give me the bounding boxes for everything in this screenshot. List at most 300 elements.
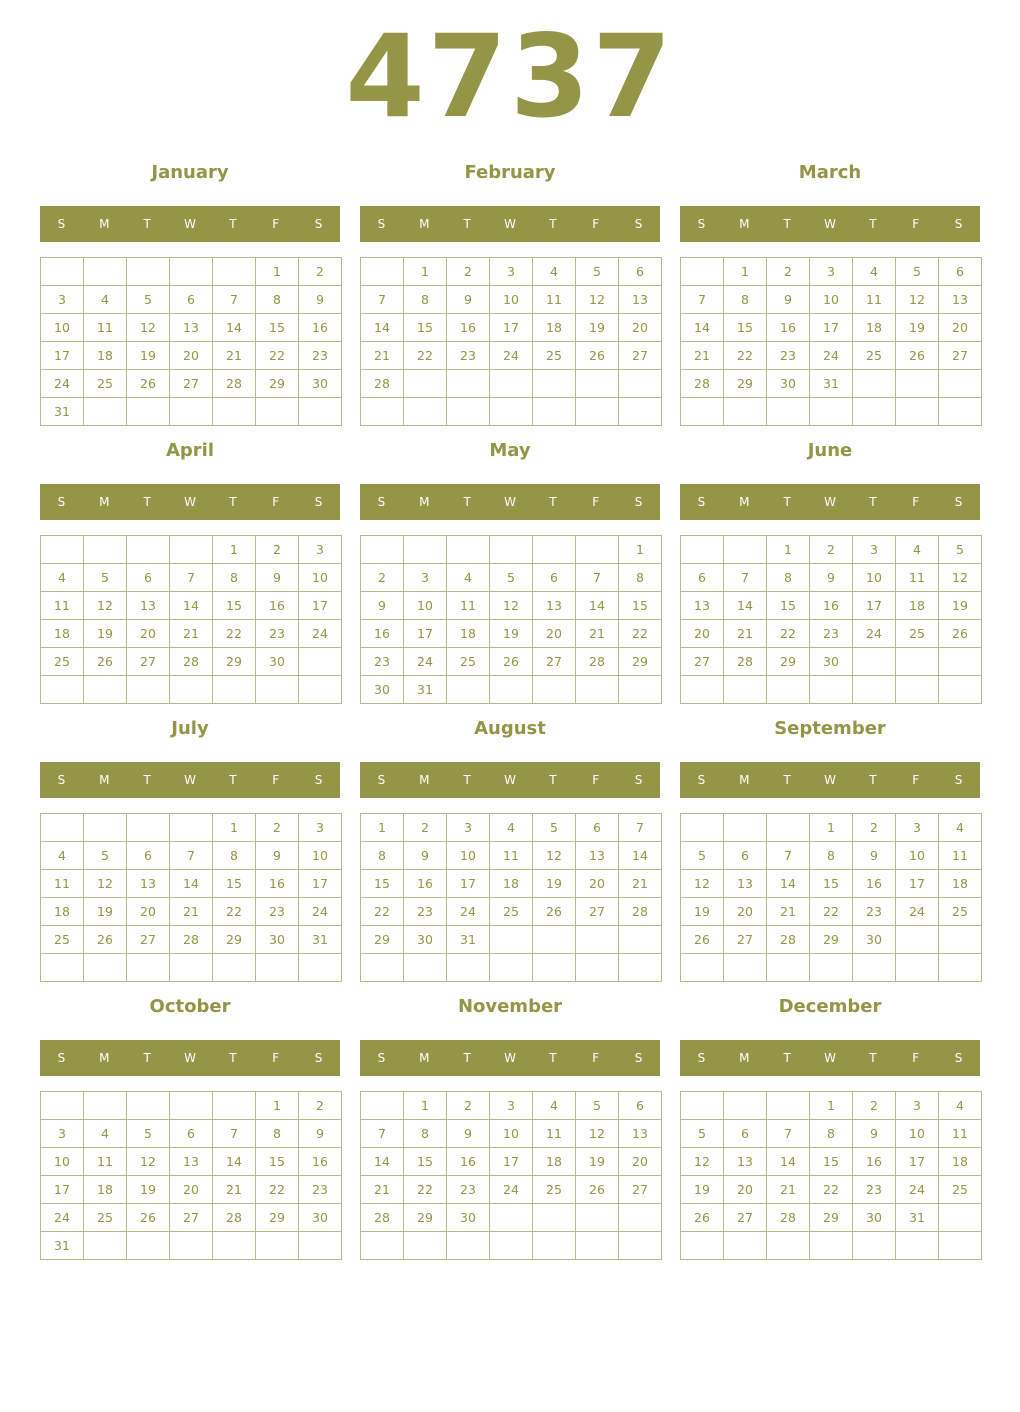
day-cell: 5	[896, 258, 939, 286]
day-cell	[170, 1092, 213, 1120]
day-cell: 2	[447, 258, 490, 286]
weekday-header	[360, 762, 660, 798]
day-cell	[853, 648, 896, 676]
day-cell: 30	[256, 926, 299, 954]
day-grid	[680, 1091, 982, 1260]
day-cell: 28	[767, 1204, 810, 1232]
day-cell: 11	[447, 592, 490, 620]
day-cell: 30	[447, 1204, 490, 1232]
weekday-label: M	[419, 1051, 430, 1065]
day-cell: 17	[853, 592, 896, 620]
day-cell: 17	[896, 1148, 939, 1176]
day-cell	[404, 954, 447, 982]
day-cell: 27	[724, 926, 767, 954]
weekday-label: F	[912, 773, 920, 787]
day-cell: 6	[576, 814, 619, 842]
day-cell: 19	[576, 1148, 619, 1176]
day-cell: 16	[299, 314, 342, 342]
day-cell	[361, 536, 404, 564]
day-cell: 21	[213, 342, 256, 370]
day-cell: 29	[256, 370, 299, 398]
day-cell	[681, 1232, 724, 1260]
day-cell: 3	[404, 564, 447, 592]
day-cell: 18	[853, 314, 896, 342]
day-cell: 31	[41, 1232, 84, 1260]
day-cell: 14	[767, 1148, 810, 1176]
day-cell: 29	[810, 926, 853, 954]
day-cell: 15	[404, 1148, 447, 1176]
day-cell: 23	[810, 620, 853, 648]
day-cell: 3	[853, 536, 896, 564]
day-cell	[213, 1092, 256, 1120]
day-cell: 16	[853, 1148, 896, 1176]
day-cell: 9	[767, 286, 810, 314]
month-name: November	[457, 996, 563, 1017]
day-cell: 8	[256, 286, 299, 314]
day-cell	[576, 370, 619, 398]
day-cell	[490, 926, 533, 954]
day-cell: 21	[767, 898, 810, 926]
day-cell: 4	[84, 286, 127, 314]
day-cell: 5	[127, 1120, 170, 1148]
weekday-label: W	[184, 1051, 196, 1065]
day-cell	[724, 676, 767, 704]
day-cell: 28	[576, 648, 619, 676]
day-cell: 23	[256, 620, 299, 648]
day-grid	[680, 535, 982, 704]
day-cell: 26	[84, 648, 127, 676]
day-cell: 10	[490, 286, 533, 314]
day-cell	[767, 1232, 810, 1260]
day-cell	[490, 398, 533, 426]
weekday-label: S	[697, 773, 706, 787]
day-cell: 6	[533, 564, 576, 592]
week-row	[361, 926, 662, 954]
weekday-label: S	[634, 495, 643, 509]
weekday-label: F	[272, 773, 280, 787]
day-cell: 15	[767, 592, 810, 620]
weekday-label: T	[143, 1051, 151, 1065]
week-row	[361, 1176, 662, 1204]
day-cell: 17	[490, 1148, 533, 1176]
day-cell: 27	[619, 342, 662, 370]
day-cell: 23	[299, 342, 342, 370]
day-cell: 24	[41, 1204, 84, 1232]
day-cell: 26	[896, 342, 939, 370]
day-cell: 19	[681, 1176, 724, 1204]
day-cell	[127, 536, 170, 564]
day-cell: 29	[361, 926, 404, 954]
day-cell: 12	[84, 870, 127, 898]
day-cell: 23	[361, 648, 404, 676]
day-cell: 9	[299, 286, 342, 314]
day-cell: 22	[256, 1176, 299, 1204]
day-cell: 2	[299, 1092, 342, 1120]
day-cell: 13	[939, 286, 982, 314]
weekday-header	[680, 762, 980, 798]
weekday-label: W	[824, 495, 836, 509]
week-row	[41, 536, 342, 564]
day-cell: 6	[724, 1120, 767, 1148]
day-cell: 17	[404, 620, 447, 648]
day-cell: 18	[533, 314, 576, 342]
day-cell: 18	[939, 870, 982, 898]
week-row	[681, 1204, 982, 1232]
day-cell: 11	[533, 286, 576, 314]
weekday-label: S	[954, 1051, 963, 1065]
day-cell: 4	[533, 1092, 576, 1120]
day-cell: 3	[490, 1092, 533, 1120]
day-cell: 27	[681, 648, 724, 676]
day-cell: 7	[576, 564, 619, 592]
day-cell: 6	[127, 564, 170, 592]
day-cell: 15	[256, 314, 299, 342]
day-cell	[170, 954, 213, 982]
day-cell	[84, 1232, 127, 1260]
day-cell: 15	[404, 314, 447, 342]
weekday-label: T	[549, 495, 557, 509]
day-cell: 25	[853, 342, 896, 370]
day-cell	[576, 398, 619, 426]
day-cell: 4	[490, 814, 533, 842]
week-row	[41, 1232, 342, 1260]
day-cell	[896, 370, 939, 398]
day-cell: 4	[84, 1120, 127, 1148]
day-cell: 24	[299, 898, 342, 926]
weekday-header	[680, 206, 980, 242]
day-cell	[939, 1204, 982, 1232]
week-row	[41, 676, 342, 704]
day-cell: 10	[447, 842, 490, 870]
day-cell: 7	[767, 1120, 810, 1148]
day-cell: 1	[810, 1092, 853, 1120]
day-cell: 17	[299, 870, 342, 898]
day-cell: 10	[41, 1148, 84, 1176]
weekday-label: M	[739, 773, 750, 787]
weekday-label: T	[869, 773, 877, 787]
day-cell: 29	[213, 648, 256, 676]
day-cell	[576, 676, 619, 704]
day-cell: 16	[810, 592, 853, 620]
week-row	[681, 286, 982, 314]
weekday-label: T	[143, 217, 151, 231]
day-cell: 22	[256, 342, 299, 370]
day-cell	[681, 536, 724, 564]
day-cell: 27	[127, 926, 170, 954]
day-cell: 28	[213, 370, 256, 398]
month-name: May	[489, 440, 531, 461]
day-cell: 19	[681, 898, 724, 926]
day-cell: 3	[896, 1092, 939, 1120]
day-cell: 17	[41, 342, 84, 370]
day-cell	[447, 536, 490, 564]
day-cell: 26	[490, 648, 533, 676]
day-cell: 5	[939, 536, 982, 564]
day-cell: 23	[853, 898, 896, 926]
day-cell	[896, 648, 939, 676]
day-cell: 20	[619, 1148, 662, 1176]
day-cell	[41, 1092, 84, 1120]
day-cell: 7	[361, 286, 404, 314]
day-cell	[576, 954, 619, 982]
day-cell: 30	[767, 370, 810, 398]
day-cell: 8	[404, 286, 447, 314]
weekday-label: S	[954, 217, 963, 231]
weekday-label: W	[184, 773, 196, 787]
weekday-label: F	[912, 217, 920, 231]
day-cell: 15	[361, 870, 404, 898]
day-cell: 5	[84, 842, 127, 870]
day-cell	[810, 954, 853, 982]
day-cell	[84, 258, 127, 286]
day-cell: 28	[213, 1204, 256, 1232]
weekday-label: S	[954, 773, 963, 787]
day-cell	[767, 814, 810, 842]
day-cell: 8	[767, 564, 810, 592]
day-cell: 13	[533, 592, 576, 620]
day-cell	[170, 814, 213, 842]
day-cell: 9	[447, 286, 490, 314]
day-cell: 1	[404, 258, 447, 286]
day-cell: 2	[361, 564, 404, 592]
day-cell: 14	[361, 314, 404, 342]
day-cell: 1	[619, 536, 662, 564]
weekday-label: S	[697, 1051, 706, 1065]
day-cell: 22	[213, 620, 256, 648]
day-cell: 9	[447, 1120, 490, 1148]
day-cell: 29	[404, 1204, 447, 1232]
week-row	[41, 648, 342, 676]
day-cell	[170, 398, 213, 426]
day-cell	[681, 258, 724, 286]
day-cell	[853, 370, 896, 398]
week-row	[361, 370, 662, 398]
day-cell: 27	[533, 648, 576, 676]
day-cell	[939, 398, 982, 426]
weekday-header	[680, 1040, 980, 1076]
day-cell: 14	[767, 870, 810, 898]
day-cell: 19	[939, 592, 982, 620]
week-row	[681, 926, 982, 954]
day-cell: 12	[533, 842, 576, 870]
weekday-label: T	[783, 495, 791, 509]
weekday-label: T	[549, 217, 557, 231]
weekday-label: T	[549, 1051, 557, 1065]
day-cell: 18	[533, 1148, 576, 1176]
weekday-label: T	[143, 773, 151, 787]
day-cell: 1	[767, 536, 810, 564]
day-cell: 28	[361, 370, 404, 398]
week-row	[41, 1204, 342, 1232]
day-cell	[681, 1092, 724, 1120]
day-cell: 28	[170, 648, 213, 676]
day-cell: 16	[447, 314, 490, 342]
week-row	[681, 814, 982, 842]
day-cell: 25	[939, 1176, 982, 1204]
weekday-label: T	[229, 495, 237, 509]
day-cell: 29	[767, 648, 810, 676]
week-row	[41, 842, 342, 870]
day-cell: 16	[767, 314, 810, 342]
day-cell: 1	[213, 536, 256, 564]
day-cell: 15	[724, 314, 767, 342]
day-cell: 29	[619, 648, 662, 676]
week-row	[681, 1092, 982, 1120]
day-cell: 16	[256, 592, 299, 620]
weekday-label: M	[99, 773, 110, 787]
day-cell: 30	[810, 648, 853, 676]
week-row	[41, 258, 342, 286]
weekday-label: F	[592, 217, 600, 231]
week-row	[41, 814, 342, 842]
day-cell	[619, 1204, 662, 1232]
weekday-label: W	[184, 217, 196, 231]
day-cell: 22	[724, 342, 767, 370]
day-cell: 18	[896, 592, 939, 620]
week-row	[41, 1120, 342, 1148]
day-cell: 10	[299, 564, 342, 592]
weekday-label: T	[783, 217, 791, 231]
day-cell: 12	[127, 1148, 170, 1176]
week-row	[41, 898, 342, 926]
day-cell: 19	[84, 620, 127, 648]
day-cell: 20	[724, 898, 767, 926]
weekday-label: M	[99, 495, 110, 509]
day-cell: 5	[84, 564, 127, 592]
day-cell: 20	[939, 314, 982, 342]
day-cell: 19	[490, 620, 533, 648]
week-row	[361, 898, 662, 926]
weekday-label: S	[377, 217, 386, 231]
weekday-label: W	[504, 495, 516, 509]
week-row	[361, 342, 662, 370]
weekday-label: M	[99, 1051, 110, 1065]
day-cell	[853, 676, 896, 704]
day-cell: 6	[170, 286, 213, 314]
weekday-header	[40, 1040, 340, 1076]
day-cell	[447, 676, 490, 704]
day-cell	[127, 1232, 170, 1260]
weekday-header	[680, 484, 980, 520]
day-cell: 4	[447, 564, 490, 592]
weekday-label: S	[377, 773, 386, 787]
weekday-label: T	[783, 773, 791, 787]
weekday-label: T	[229, 773, 237, 787]
weekday-label: S	[634, 773, 643, 787]
week-row	[681, 398, 982, 426]
day-cell: 28	[170, 926, 213, 954]
day-cell	[724, 536, 767, 564]
day-cell	[767, 676, 810, 704]
day-cell: 30	[404, 926, 447, 954]
day-cell: 14	[170, 592, 213, 620]
day-cell: 23	[853, 1176, 896, 1204]
day-cell	[213, 258, 256, 286]
day-cell: 17	[41, 1176, 84, 1204]
day-cell: 8	[256, 1120, 299, 1148]
weekday-label: T	[463, 495, 471, 509]
day-cell	[490, 536, 533, 564]
day-cell	[84, 676, 127, 704]
weekday-label: S	[954, 495, 963, 509]
day-cell: 17	[299, 592, 342, 620]
day-grid	[360, 1091, 662, 1260]
day-grid	[360, 813, 662, 982]
day-cell	[213, 954, 256, 982]
day-cell: 19	[896, 314, 939, 342]
day-cell: 13	[170, 314, 213, 342]
day-cell	[533, 676, 576, 704]
day-cell: 6	[619, 1092, 662, 1120]
day-cell: 24	[490, 342, 533, 370]
year-title: 4737	[345, 10, 675, 143]
day-cell: 22	[213, 898, 256, 926]
day-cell	[533, 536, 576, 564]
weekday-label: M	[739, 217, 750, 231]
day-cell: 5	[681, 1120, 724, 1148]
day-cell: 11	[41, 870, 84, 898]
weekday-label: T	[229, 217, 237, 231]
day-cell	[490, 1204, 533, 1232]
day-cell	[724, 1232, 767, 1260]
weekday-label: F	[592, 495, 600, 509]
week-row	[681, 870, 982, 898]
weekday-label: F	[912, 495, 920, 509]
day-cell: 22	[404, 342, 447, 370]
weekday-label: T	[869, 1051, 877, 1065]
weekday-header	[40, 762, 340, 798]
week-row	[681, 314, 982, 342]
day-cell	[853, 398, 896, 426]
day-cell: 22	[810, 898, 853, 926]
day-cell: 10	[810, 286, 853, 314]
day-cell	[724, 398, 767, 426]
day-cell	[810, 1232, 853, 1260]
day-cell: 28	[767, 926, 810, 954]
day-cell: 20	[681, 620, 724, 648]
week-row	[681, 536, 982, 564]
day-cell: 13	[619, 286, 662, 314]
day-cell	[447, 954, 490, 982]
day-cell: 25	[533, 342, 576, 370]
day-cell: 20	[533, 620, 576, 648]
day-cell: 15	[810, 1148, 853, 1176]
day-cell: 8	[810, 842, 853, 870]
day-cell: 31	[404, 676, 447, 704]
day-cell	[299, 648, 342, 676]
day-cell: 12	[127, 314, 170, 342]
week-row	[41, 342, 342, 370]
day-cell: 6	[939, 258, 982, 286]
day-cell	[576, 1232, 619, 1260]
month-name: March	[798, 162, 862, 183]
day-cell: 13	[619, 1120, 662, 1148]
weekday-header	[40, 206, 340, 242]
weekday-label: S	[697, 495, 706, 509]
day-cell: 25	[533, 1176, 576, 1204]
day-cell: 19	[84, 898, 127, 926]
week-row	[681, 954, 982, 982]
weekday-label: S	[634, 217, 643, 231]
day-cell: 3	[41, 1120, 84, 1148]
day-cell: 10	[299, 842, 342, 870]
day-cell	[490, 1232, 533, 1260]
day-cell: 12	[939, 564, 982, 592]
day-cell: 4	[41, 564, 84, 592]
day-cell	[681, 398, 724, 426]
day-grid	[680, 813, 982, 982]
day-cell: 24	[41, 370, 84, 398]
